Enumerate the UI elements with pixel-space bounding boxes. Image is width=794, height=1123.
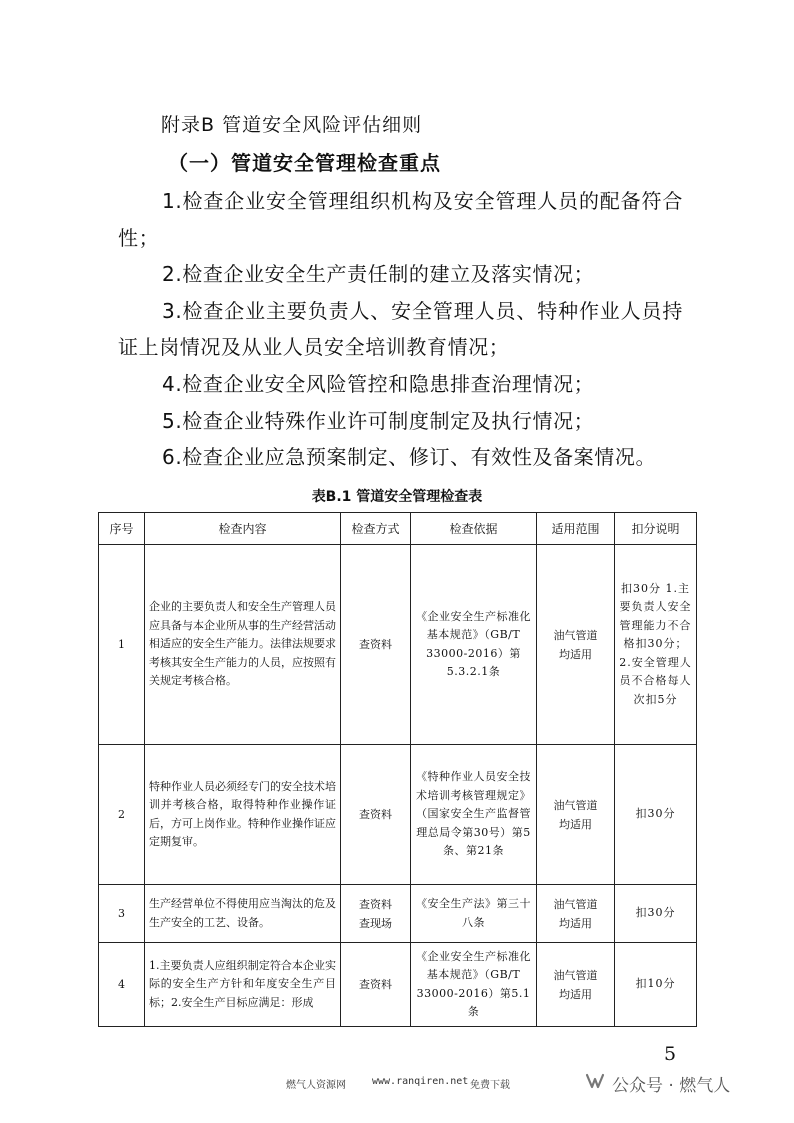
watermark-text: 公众号 · 燃气人 [612, 1076, 731, 1096]
check-point-item: 3.检查企业主要负责人、安全管理人员、特种作业人员持证上岗情况及从业人员安全培训教育情况； [118, 298, 683, 360]
cell-deduct: 扣30分 1.主要负责人安全管理能力不合格扣30分； 2.安全管理人员不合格每人次扣5分 [615, 545, 697, 745]
wechat-channel-icon [584, 1070, 612, 1097]
cell-basis: 《特种作业人员安全技术培训考核管理规定》（国家安全生产监督管理总局令第30号）第5条、第21条 [411, 745, 537, 885]
page-number: 5 [664, 1043, 677, 1065]
header-basis: 检查依据 [411, 513, 537, 545]
method-line: 查资料 [359, 978, 392, 991]
cell-scope [537, 745, 615, 885]
cell-deduct: 扣30分 [615, 745, 697, 885]
header-content: 检查内容 [145, 513, 341, 545]
header-scope: 适用范围 [537, 513, 615, 545]
footer-download[interactable]: 免费下载 [470, 1080, 510, 1091]
header-seq: 序号 [99, 513, 145, 545]
header-deduct: 扣分说明 [615, 513, 697, 545]
cell-scope [537, 545, 615, 745]
scope-line: 油气管道 [553, 968, 598, 982]
check-point-item: 5.检查企业特殊作业许可制度制定及执行情况； [162, 408, 595, 433]
scope-line: 均适用 [559, 817, 592, 831]
cell-content: 1.主要负责人应组织制定符合本企业实际的安全生产方针和年度安全生产目标；2.安全生产目标应满足：形成 [145, 943, 341, 1027]
cell-seq: 1 [99, 545, 145, 745]
appendix-title: 附录B 管道安全风险评估细则 [161, 114, 423, 136]
cell-method [341, 885, 411, 943]
check-point-item: 4.检查企业安全风险管控和隐患排查治理情况； [162, 371, 595, 396]
cell-deduct: 扣10分 [615, 943, 697, 1027]
cell-method [341, 745, 411, 885]
footer-url[interactable]: www.ranqiren.net [372, 1076, 469, 1087]
method-line: 查现场 [359, 916, 392, 930]
cell-deduct: 扣30分 [615, 885, 697, 943]
cell-seq: 2 [99, 745, 145, 885]
cell-basis: 《安全生产法》第三十八条 [411, 885, 537, 943]
cell-scope [537, 885, 615, 943]
cell-content: 生产经营单位不得使用应当淘汰的危及生产安全的工艺、设备。 [145, 885, 341, 943]
footer-site-name: 燃气人资源网 [286, 1080, 346, 1091]
cell-content: 企业的主要负责人和安全生产管理人员应具备与本企业所从事的生产经营活动相适应的安全生产能力。法律法规要求考核其安全生产能力的人员，应按照有关规定考核合格。 [145, 545, 341, 745]
table-row [99, 745, 697, 885]
section-title: （一）管道安全管理检查重点 [168, 151, 441, 175]
watermark [584, 1070, 730, 1097]
scope-line: 油气管道 [553, 798, 598, 812]
table-header-row [99, 513, 697, 545]
scope-line: 均适用 [559, 916, 592, 930]
method-line: 查资料 [359, 897, 392, 911]
table-caption: 表B.1 管道安全管理检查表 [311, 489, 483, 505]
scope-line: 均适用 [559, 987, 592, 1001]
table-row [99, 545, 697, 745]
method-line: 查资料 [359, 638, 392, 651]
cell-method [341, 545, 411, 745]
cell-scope [537, 943, 615, 1027]
cell-method [341, 943, 411, 1027]
cell-basis: 《企业安全生产标准化基本规范》（GB/T 33000-2016）第5.1条 [411, 943, 537, 1027]
header-method: 检查方式 [341, 513, 411, 545]
table-row [99, 943, 697, 1027]
cell-seq: 4 [99, 943, 145, 1027]
scope-line: 油气管道 [553, 628, 598, 642]
check-point-item: 1.检查企业安全管理组织机构及安全管理人员的配备符合性； [118, 189, 683, 250]
scope-line: 油气管道 [553, 897, 598, 911]
table-row [99, 885, 697, 943]
cell-seq: 3 [99, 885, 145, 943]
check-point-item: 2.检查企业安全生产责任制的建立及落实情况； [162, 262, 595, 287]
inspection-table [98, 512, 697, 1027]
cell-basis: 《企业安全生产标准化基本规范》（GB/T 33000-2016）第5.3.2.1条 [411, 545, 537, 745]
cell-content: 特种作业人员必须经专门的安全技术培训并考核合格，取得特种作业操作证后，方可上岗作业。特种作业操作证应定期复审。 [145, 745, 341, 885]
check-points-list [118, 183, 683, 476]
check-point-item: 6.检查企业应急预案制定、修订、有效性及备案情况。 [162, 445, 657, 470]
method-line: 查资料 [359, 808, 392, 821]
scope-line: 均适用 [559, 647, 592, 661]
